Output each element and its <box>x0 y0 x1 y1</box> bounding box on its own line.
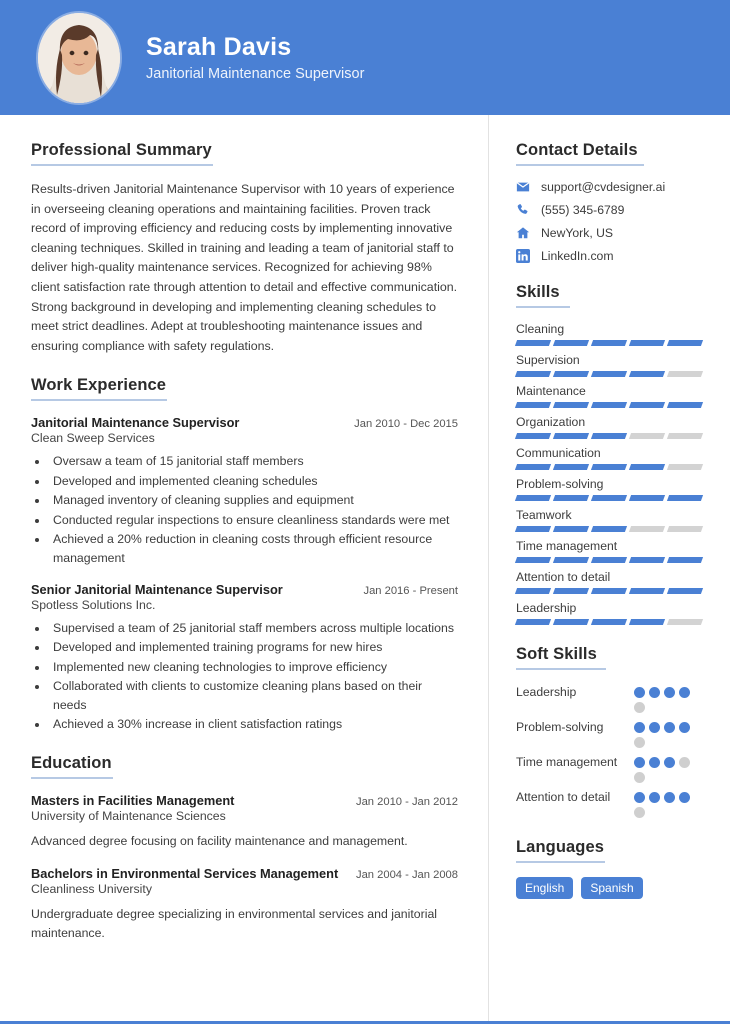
education-entry <box>31 793 458 851</box>
summary-heading: Professional Summary <box>31 141 212 159</box>
experience-entry-title: Senior Janitorial Maintenance Supervisor <box>31 581 283 597</box>
soft-skills-heading: Soft Skills <box>516 645 597 663</box>
contact-item <box>516 203 702 217</box>
languages-heading-rule <box>516 861 605 863</box>
section-contact-details <box>516 141 702 263</box>
skill-segment <box>667 557 703 563</box>
language-chip: Spanish <box>581 877 642 899</box>
left-column <box>0 115 489 1021</box>
skill-segment <box>553 464 589 470</box>
education-entry-org: Cleanliness University <box>31 881 152 896</box>
skill-segment <box>515 402 551 408</box>
skill-item <box>516 508 702 532</box>
experience-bullet-item: • Implemented new cleaning technologies to improve efficiency <box>49 658 458 676</box>
skill-item <box>516 570 702 594</box>
section-education <box>31 754 458 943</box>
education-entry-title: Bachelors in Environmental Services Management <box>31 865 339 881</box>
contact-item <box>516 180 702 194</box>
skill-label: Leadership <box>516 601 577 615</box>
skill-label: Cleaning <box>516 322 565 336</box>
skill-segment <box>629 402 665 408</box>
contact-item <box>516 249 702 263</box>
soft-skill-item <box>516 754 702 783</box>
experience-bullet-list <box>49 619 458 734</box>
skill-segment <box>515 464 551 470</box>
skill-segment <box>515 371 551 377</box>
education-entry-date: Jan 2010 - Jan 2012 <box>355 795 458 808</box>
soft-skill-rating <box>634 684 702 713</box>
resume-header <box>0 0 730 115</box>
skill-item <box>516 353 702 377</box>
rating-dot <box>664 757 675 768</box>
contact-heading-rule <box>516 164 644 166</box>
skill-segment <box>591 495 627 501</box>
skill-label: Time management <box>516 539 618 553</box>
skill-segment <box>629 557 665 563</box>
skill-item <box>516 446 702 470</box>
education-entry-description: Undergraduate degree specializing in environmental services and janitorial maintenance. <box>31 906 438 940</box>
skill-segment <box>667 464 703 470</box>
linkedin-icon <box>516 249 534 263</box>
skill-label: Problem-solving <box>516 477 604 491</box>
skill-segment <box>553 433 589 439</box>
skill-bar <box>516 495 702 501</box>
skill-segment <box>667 588 703 594</box>
skill-segment <box>667 402 703 408</box>
skill-segment <box>553 371 589 377</box>
skill-segment <box>553 557 589 563</box>
education-entry-description: Advanced degree focusing on facility maintenance and management. <box>31 833 408 848</box>
skill-item <box>516 477 702 501</box>
contact-list <box>516 180 702 263</box>
skills-list <box>516 322 702 625</box>
skill-segment <box>667 495 703 501</box>
soft-skill-item <box>516 789 702 818</box>
rating-dot <box>664 722 675 733</box>
experience-entry-date: Jan 2016 - Present <box>363 584 458 597</box>
skill-segment <box>667 526 703 532</box>
skill-bar <box>516 588 702 594</box>
skill-bar <box>516 371 702 377</box>
skill-segment <box>629 526 665 532</box>
education-entry-head <box>31 866 458 881</box>
skill-segment <box>667 340 703 346</box>
rating-dot <box>664 687 675 698</box>
contact-item <box>516 226 702 240</box>
skill-segment <box>629 464 665 470</box>
education-entry-head <box>31 793 458 808</box>
section-work-experience <box>31 376 458 733</box>
skill-item <box>516 322 702 346</box>
rating-dot <box>634 772 645 783</box>
skill-segment <box>591 557 627 563</box>
experience-bullet-item: • Managed inventory of cleaning supplies and equipment <box>49 491 458 509</box>
home-icon <box>516 226 534 240</box>
rating-dot <box>649 757 660 768</box>
rating-dot <box>649 792 660 803</box>
resume-body <box>0 115 730 1021</box>
skill-label: Teamwork <box>516 508 572 522</box>
experience-list <box>31 415 458 733</box>
experience-entry-head <box>31 415 458 430</box>
rating-dot <box>634 722 645 733</box>
experience-entry <box>31 415 458 567</box>
contact-value: (555) 345-6789 <box>541 203 625 217</box>
soft-skills-heading-rule <box>516 668 606 670</box>
experience-bullet-item: • Oversaw a team of 15 janitorial staff members <box>49 452 458 470</box>
skill-segment <box>667 371 703 377</box>
skill-bar <box>516 464 702 470</box>
experience-entry-title: Janitorial Maintenance Supervisor <box>31 415 240 431</box>
languages-list <box>516 877 702 899</box>
experience-entry <box>31 582 458 734</box>
skill-segment <box>515 340 551 346</box>
experience-bullet-item: • Achieved a 20% reduction in cleaning costs through efficient resource management <box>49 530 458 567</box>
soft-skill-rating <box>634 719 702 748</box>
education-entry-date: Jan 2004 - Jan 2008 <box>355 868 458 881</box>
skill-label: Supervision <box>516 353 580 367</box>
skill-segment <box>553 402 589 408</box>
skill-item <box>516 601 702 625</box>
language-chip: English <box>516 877 573 899</box>
experience-heading: Work Experience <box>31 376 167 395</box>
contact-value: NewYork, US <box>541 226 614 240</box>
skill-segment <box>515 433 551 439</box>
skill-bar <box>516 526 702 532</box>
summary-heading-rule <box>31 164 213 166</box>
skill-segment <box>629 619 665 625</box>
avatar <box>38 13 120 103</box>
skill-segment <box>553 588 589 594</box>
section-languages <box>516 838 702 899</box>
right-column <box>489 115 730 1021</box>
skill-item <box>516 384 702 408</box>
experience-bullet-item: • Collaborated with clients to customize cleaning plans based on their needs <box>49 677 458 714</box>
skill-segment <box>553 619 589 625</box>
skill-segment <box>667 433 703 439</box>
section-soft-skills <box>516 645 702 818</box>
skill-segment <box>515 588 551 594</box>
rating-dot <box>679 757 690 768</box>
skill-label: Attention to detail <box>516 570 611 584</box>
soft-skill-label: Problem-solving <box>516 720 604 734</box>
experience-entry-org: Clean Sweep Services <box>31 431 155 446</box>
education-entry-org: University of Maintenance Sciences <box>31 808 226 823</box>
experience-bullet-item: • Developed and implemented cleaning schedules <box>49 472 458 490</box>
skill-bar <box>516 402 702 408</box>
soft-skill-rating <box>634 754 702 783</box>
experience-entry-org: Spotless Solutions Inc. <box>31 597 156 612</box>
education-heading: Education <box>31 753 112 772</box>
experience-entry-head <box>31 582 458 597</box>
skill-segment <box>553 526 589 532</box>
section-skills <box>516 283 702 625</box>
skill-segment <box>629 340 665 346</box>
section-professional-summary <box>31 141 458 356</box>
education-entry-title: Masters in Facilities Management <box>31 792 235 808</box>
soft-skill-label: Leadership <box>516 685 577 699</box>
skill-segment <box>591 371 627 377</box>
skill-bar <box>516 340 702 346</box>
skill-segment <box>515 619 551 625</box>
contact-value: support@cvdesigner.ai <box>541 180 666 194</box>
skills-heading: Skills <box>516 283 560 301</box>
skill-segment <box>591 526 627 532</box>
skill-segment <box>629 495 665 501</box>
rating-dot <box>634 737 645 748</box>
skill-label: Communication <box>516 446 601 460</box>
skill-segment <box>515 495 551 501</box>
languages-heading: Languages <box>516 838 605 856</box>
experience-bullet-list <box>49 452 458 567</box>
contact-value: LinkedIn.com <box>541 249 614 263</box>
candidate-name: Sarah Davis <box>146 32 292 61</box>
education-heading-rule <box>31 777 113 779</box>
rating-dot <box>679 722 690 733</box>
skill-item <box>516 415 702 439</box>
skill-segment <box>591 340 627 346</box>
contact-heading: Contact Details <box>516 141 638 159</box>
experience-entry-date: Jan 2010 - Dec 2015 <box>354 418 458 431</box>
soft-skills-list <box>516 684 702 818</box>
skill-segment <box>591 433 627 439</box>
skill-segment <box>629 588 665 594</box>
education-entry <box>31 866 458 943</box>
rating-dot <box>634 702 645 713</box>
soft-skill-label: Time management <box>516 755 618 769</box>
envelope-icon <box>516 180 534 194</box>
rating-dot <box>649 722 660 733</box>
summary-text: Results-driven Janitorial Maintenance Supervisor with 10 years of experience in overseeing cleaning operations and maintaining facilities. Proven track record of improving efficiency and reducing costs by implementing innovative cleaning techniques. Skilled in training and leading a team of janitorial staff to deliver high-quality maintenance services. Recognized for achieving 98% client satisfaction rate through attention to detail and effective communication. Strong background in developing and implementing cleaning schedules to meet strict deadlines. Adept at troubleshooting maintenance issues and ensuring compliance with safety regulations. <box>31 182 458 353</box>
skill-item <box>516 539 702 563</box>
experience-bullet-item: • Developed and implemented training programs for new hires <box>49 638 458 656</box>
rating-dot <box>634 792 645 803</box>
education-list <box>31 793 458 943</box>
soft-skill-rating <box>634 789 702 818</box>
soft-skill-item <box>516 719 702 748</box>
skill-bar <box>516 433 702 439</box>
skill-label: Organization <box>516 415 586 429</box>
skill-segment <box>629 371 665 377</box>
rating-dot <box>634 687 645 698</box>
skill-segment <box>667 619 703 625</box>
skill-segment <box>553 495 589 501</box>
experience-bullet-item: • Achieved a 30% increase in client satisfaction ratings <box>49 715 458 733</box>
experience-bullet-item: • Supervised a team of 25 janitorial staff members across multiple locations <box>49 619 458 637</box>
skill-bar <box>516 557 702 563</box>
rating-dot <box>679 687 690 698</box>
skill-segment <box>591 588 627 594</box>
skills-heading-rule <box>516 306 570 308</box>
skill-bar <box>516 619 702 625</box>
soft-skill-label: Attention to detail <box>516 790 611 804</box>
rating-dot <box>649 687 660 698</box>
rating-dot <box>634 807 645 818</box>
skill-segment <box>553 340 589 346</box>
soft-skill-item <box>516 684 702 713</box>
phone-icon <box>516 203 534 217</box>
experience-heading-rule <box>31 399 167 401</box>
experience-bullet-item: • Conducted regular inspections to ensure cleanliness standards were met <box>49 511 458 529</box>
rating-dot <box>634 757 645 768</box>
profile-photo-icon <box>38 13 120 103</box>
skill-segment <box>591 402 627 408</box>
skill-segment <box>591 464 627 470</box>
skill-segment <box>591 619 627 625</box>
rating-dot <box>679 792 690 803</box>
skill-segment <box>515 557 551 563</box>
rating-dot <box>664 792 675 803</box>
skill-segment <box>629 433 665 439</box>
skill-segment <box>515 526 551 532</box>
candidate-job-title: Janitorial Maintenance Supervisor <box>146 66 365 83</box>
skill-label: Maintenance <box>516 384 586 398</box>
header-text-block <box>146 33 364 83</box>
